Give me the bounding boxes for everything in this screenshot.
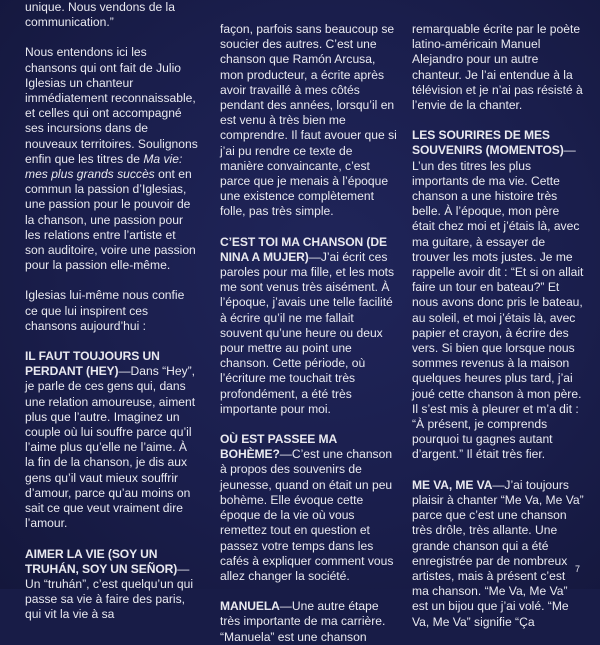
album-title: Ma vie: mes plus grands succès: [25, 151, 183, 182]
paragraph-text: Nous entendons ici les chansons qui ont fait de Julio Iglesias un chanteur immédiatement reconnaissable, et celles qui ont accompagné ses incursions dans de nouveaux territoires. Soulignons enfin que les titres de: [25, 45, 198, 166]
page-number: 7: [575, 564, 581, 574]
song-heading: MANUELA: [220, 599, 280, 614]
song-comment: —J’ai toujours plaisir à chanter “Me Va, Me Va” parce que c’est une chanson très drôle, très allante. Une grande chanson qui a été enregistrée par de nombreux artistes, mais à présent c’est ma chanson. “Me Va, Me Va” est un bijou que j’ai volé. “Me Va, Me Va” signifie “Ça: [412, 477, 584, 629]
song-comment: —C’est une chanson à propos des souvenirs de jeunesse, quand on était un peu bohème. Elle évoque cette époque de la vie où vous remettez tout en question et passez votre temps dans les cafés à expliquer comment vous allez changer la société.: [220, 447, 394, 583]
paragraph-text: ont en commun la passion d’Iglesias, une passion pour le pouvoir de la chanson, une passion pour les relations entre l’artiste et son auditoire, voire une passion pour la passion elle-même.: [25, 167, 196, 273]
song-heading: LES SOURIRES DE MES SOUVENIRS (MOMENTOS): [412, 128, 564, 158]
song-comment: —J’ai écrit ces paroles pour ma fille, et les mots me sont venus très aisément. À l’époque, j’avais une telle facilité à écrire qu’il ne me fallait souvent qu’une heure ou deux pour mettre au point une chanson. Cette période, où l’écriture me touchait très profondément, a été très importante pour moi.: [220, 249, 395, 416]
song-comment: —Un “truhán”, c’est quelqu’un qui passe sa vie à faire des paris, qui vit la vie à sa: [25, 561, 194, 622]
paragraph: Iglesias lui-même nous confie ce que lui inspirent ces chansons aujourd’hui :: [25, 288, 185, 333]
song-comment: —Une autre étape très importante de ma carrière. “Manuela” est une chanson: [220, 599, 386, 644]
song-heading: C’EST TOI MA CHANSON (DE NINA A MUJER): [220, 234, 387, 264]
song-heading: ME VA, ME VA: [412, 477, 493, 492]
song-comment: —Dans “Hey”, je parle de ces gens qui, dans une relation amoureuse, aiment plus que l’autre. Imaginez un couple où lui souffre parce qu’il l’aime plus qu’elle ne l’aime. À la fin de la chanson, je dis aux gens qu’il vaut mieux souffrir d’amour, parce qu’au moins on sait ce que veut vraiment dire l’amour.: [25, 364, 196, 531]
text-column-3: [412, 22, 584, 630]
song-comment: —L’un des titres les plus importants de ma vie. Cette chanson a une histoire très belle. À l’époque, mon père était chez moi et j’étais là, avec ma guitare, à essayer de trouver les mots justes. Je me rappelle avoir dit : “Et si on allait faire un tour en bateau?” Et nous avons donc pris le bateau, au soleil, et moi j’étais là, avec papier et crayon, à écrire des vers. Si bien que lorsque nous sommes revenus à la maison quelques heures plus tard, j’ai joué cette chanson à mon père. Il s’est mis à pleurer et m’a dit : “À présent, je comprends pourquoi tu gagnes autant d’argent.” Il était très fier.: [412, 143, 584, 462]
paragraph: remarquable écrite par le poète latino-américain Manuel Alejandro pour un autre chanteur. Je l’ai entendue à la télévision et je n’ai pas résisté à l’envie de la chanter.: [412, 22, 583, 113]
song-entry: [25, 547, 198, 623]
text-column-2: [220, 22, 398, 645]
song-entry: [412, 128, 584, 462]
song-entry: [25, 349, 198, 531]
song-heading: OÙ EST PASSEE MA BOHÈME?: [220, 432, 337, 462]
paragraph: unique. Nous vendons de la communication.”: [25, 0, 175, 30]
song-entry: [412, 478, 584, 630]
song-entry: [220, 599, 398, 645]
intro-paragraph: [25, 45, 198, 273]
song-heading: AIMER LA VIE (SOY UN TRUHÁN, SOY UN SEÑOR): [25, 546, 178, 576]
song-entry: [220, 235, 398, 417]
paragraph: façon, parfois sans beaucoup se soucier des autres. C’est une chanson que Ramón Arcusa, mon producteur, a écrite après avoir travaillé à mes côtés pendant des années, lorsqu’il en est venu à très bien me comprendre. Il faut avouer que si j’ai pu rendre ce texte de manière convaincante, c’est parce que je menais à l’époque une existence complètement folle, pas très simple.: [220, 22, 397, 219]
text-column-1: [25, 0, 198, 623]
song-entry: [220, 432, 398, 584]
song-heading: IL FAUT TOUJOURS UN PERDANT (HEY): [25, 349, 160, 379]
